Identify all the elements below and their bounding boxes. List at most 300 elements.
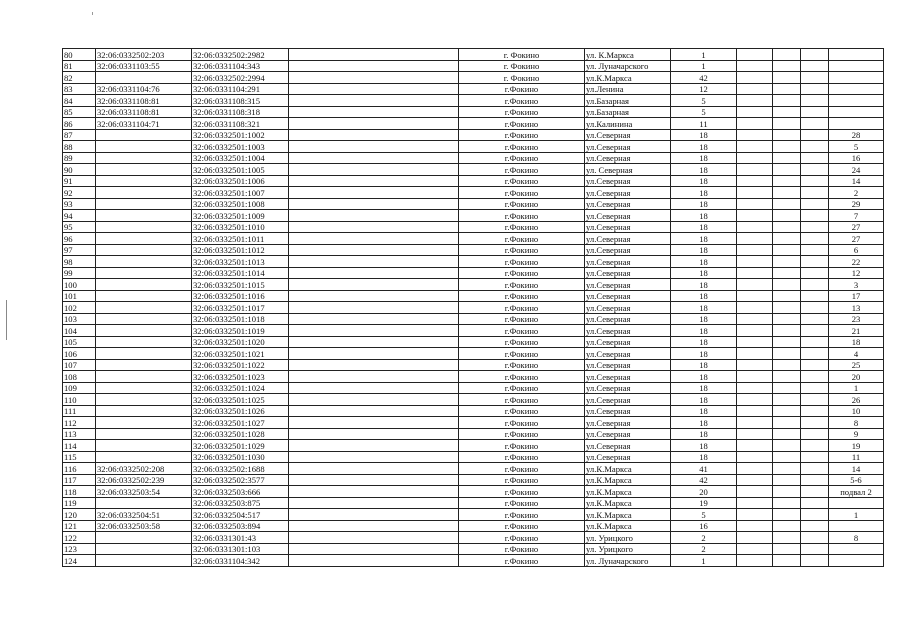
locality-cell: г.Фокино — [459, 267, 585, 279]
house-number-cell: 18 — [671, 336, 737, 348]
table-row — [63, 187, 884, 199]
street-cell: ул. Луначарского — [585, 555, 671, 567]
row-number-cell: 107 — [63, 359, 96, 371]
old-cadastral-number-cell: 32:06:0331103:55 — [96, 60, 192, 72]
extra-col-2-cell — [773, 405, 801, 417]
extra-col-2-cell — [773, 497, 801, 509]
table-row — [63, 532, 884, 544]
row-number-cell: 97 — [63, 244, 96, 256]
street-cell: ул.Северная — [585, 394, 671, 406]
street-cell: ул.Базарная — [585, 106, 671, 118]
cadastral-number-cell: 32:06:0332501:1030 — [192, 451, 289, 463]
extra-col-2-cell — [773, 509, 801, 521]
table-row — [63, 405, 884, 417]
extra-col-1-cell — [737, 313, 773, 325]
old-cadastral-number-cell — [96, 325, 192, 337]
extra-col-1-cell — [737, 394, 773, 406]
premises-number-cell: 18 — [829, 336, 884, 348]
extra-col-3-cell — [801, 290, 829, 302]
house-number-cell: 18 — [671, 290, 737, 302]
old-cadastral-number-cell — [96, 279, 192, 291]
row-number-cell: 96 — [63, 233, 96, 245]
old-cadastral-number-cell — [96, 532, 192, 544]
premises-number-cell — [829, 106, 884, 118]
premises-number-cell: 12 — [829, 267, 884, 279]
street-cell: ул.Северная — [585, 440, 671, 452]
street-cell: ул.Северная — [585, 417, 671, 429]
extra-col-2-cell — [773, 60, 801, 72]
object-name-cell — [289, 520, 459, 532]
extra-col-3-cell — [801, 463, 829, 475]
extra-col-2-cell — [773, 267, 801, 279]
extra-col-2-cell — [773, 164, 801, 176]
cadastral-number-cell: 32:06:0332501:1006 — [192, 175, 289, 187]
extra-col-2-cell — [773, 348, 801, 360]
extra-col-3-cell — [801, 336, 829, 348]
street-cell: ул.К.Маркса — [585, 520, 671, 532]
old-cadastral-number-cell — [96, 417, 192, 429]
extra-col-1-cell — [737, 417, 773, 429]
extra-col-2-cell — [773, 302, 801, 314]
object-name-cell — [289, 267, 459, 279]
old-cadastral-number-cell — [96, 141, 192, 153]
old-cadastral-number-cell — [96, 359, 192, 371]
extra-col-2-cell — [773, 290, 801, 302]
table-row — [63, 244, 884, 256]
locality-cell: г.Фокино — [459, 451, 585, 463]
object-name-cell — [289, 371, 459, 383]
old-cadastral-number-cell — [96, 129, 192, 141]
street-cell: ул.Базарная — [585, 95, 671, 107]
extra-col-2-cell — [773, 83, 801, 95]
street-cell: ул.К.Маркса — [585, 463, 671, 475]
locality-cell: г.Фокино — [459, 520, 585, 532]
cadastral-number-cell: 32:06:0332502:3577 — [192, 474, 289, 486]
row-number-cell: 106 — [63, 348, 96, 360]
row-number-cell: 98 — [63, 256, 96, 268]
extra-col-3-cell — [801, 175, 829, 187]
street-cell: ул.Северная — [585, 198, 671, 210]
street-cell: ул. Урицкого — [585, 543, 671, 555]
extra-col-1-cell — [737, 440, 773, 452]
old-cadastral-number-cell: 32:06:0331108:81 — [96, 95, 192, 107]
street-cell: ул.Северная — [585, 336, 671, 348]
locality-cell: г.Фокино — [459, 221, 585, 233]
extra-col-3-cell — [801, 141, 829, 153]
object-name-cell — [289, 175, 459, 187]
old-cadastral-number-cell — [96, 313, 192, 325]
extra-col-3-cell — [801, 555, 829, 567]
extra-col-2-cell — [773, 451, 801, 463]
cadastral-number-cell: 32:06:0332503:666 — [192, 486, 289, 498]
locality-cell: г.Фокино — [459, 486, 585, 498]
row-number-cell: 89 — [63, 152, 96, 164]
extra-col-3-cell — [801, 302, 829, 314]
old-cadastral-number-cell — [96, 440, 192, 452]
locality-cell: г. Фокино — [459, 60, 585, 72]
premises-number-cell — [829, 520, 884, 532]
extra-col-3-cell — [801, 486, 829, 498]
extra-col-2-cell — [773, 198, 801, 210]
street-cell: ул.Северная — [585, 244, 671, 256]
locality-cell: г.Фокино — [459, 95, 585, 107]
row-number-cell: 111 — [63, 405, 96, 417]
extra-col-1-cell — [737, 95, 773, 107]
street-cell: ул.Ленина — [585, 83, 671, 95]
house-number-cell: 1 — [671, 555, 737, 567]
extra-col-1-cell — [737, 497, 773, 509]
object-name-cell — [289, 302, 459, 314]
locality-cell: г.Фокино — [459, 302, 585, 314]
object-name-cell — [289, 313, 459, 325]
extra-col-3-cell — [801, 256, 829, 268]
house-number-cell: 18 — [671, 175, 737, 187]
old-cadastral-number-cell — [96, 233, 192, 245]
house-number-cell: 18 — [671, 428, 737, 440]
object-name-cell — [289, 509, 459, 521]
extra-col-1-cell — [737, 474, 773, 486]
street-cell: ул.К.Маркса — [585, 486, 671, 498]
object-name-cell — [289, 336, 459, 348]
cadastral-number-cell: 32:06:0332501:1026 — [192, 405, 289, 417]
table-row — [63, 129, 884, 141]
old-cadastral-number-cell: 32:06:0332504:51 — [96, 509, 192, 521]
extra-col-3-cell — [801, 267, 829, 279]
row-number-cell: 116 — [63, 463, 96, 475]
premises-number-cell: 8 — [829, 532, 884, 544]
old-cadastral-number-cell — [96, 348, 192, 360]
extra-col-3-cell — [801, 152, 829, 164]
row-number-cell: 95 — [63, 221, 96, 233]
locality-cell: г.Фокино — [459, 555, 585, 567]
extra-col-1-cell — [737, 244, 773, 256]
locality-cell: г.Фокино — [459, 187, 585, 199]
locality-cell: г.Фокино — [459, 463, 585, 475]
cadastral-number-cell: 32:06:0332501:1022 — [192, 359, 289, 371]
extra-col-3-cell — [801, 509, 829, 521]
extra-col-3-cell — [801, 382, 829, 394]
object-name-cell — [289, 497, 459, 509]
old-cadastral-number-cell — [96, 72, 192, 84]
table-row — [63, 302, 884, 314]
street-cell: ул.К.Маркса — [585, 497, 671, 509]
premises-number-cell — [829, 72, 884, 84]
table-row — [63, 49, 884, 61]
locality-cell: г.Фокино — [459, 256, 585, 268]
extra-col-2-cell — [773, 187, 801, 199]
house-number-cell: 41 — [671, 463, 737, 475]
house-number-cell: 2 — [671, 532, 737, 544]
street-cell: ул.Северная — [585, 290, 671, 302]
old-cadastral-number-cell — [96, 221, 192, 233]
cadastral-number-cell: 32:06:0332501:1015 — [192, 279, 289, 291]
extra-col-1-cell — [737, 279, 773, 291]
premises-number-cell: 14 — [829, 175, 884, 187]
house-number-cell: 18 — [671, 129, 737, 141]
locality-cell: г.Фокино — [459, 106, 585, 118]
street-cell: ул.Северная — [585, 371, 671, 383]
row-number-cell: 108 — [63, 371, 96, 383]
street-cell: ул.Калинина — [585, 118, 671, 130]
object-name-cell — [289, 382, 459, 394]
locality-cell: г.Фокино — [459, 279, 585, 291]
extra-col-1-cell — [737, 141, 773, 153]
locality-cell: г.Фокино — [459, 244, 585, 256]
object-name-cell — [289, 118, 459, 130]
cadastral-number-cell: 32:06:0331108:321 — [192, 118, 289, 130]
row-number-cell: 120 — [63, 509, 96, 521]
object-name-cell — [289, 129, 459, 141]
house-number-cell: 16 — [671, 520, 737, 532]
extra-col-1-cell — [737, 382, 773, 394]
locality-cell: г.Фокино — [459, 336, 585, 348]
old-cadastral-number-cell — [96, 371, 192, 383]
object-name-cell — [289, 106, 459, 118]
locality-cell: г.Фокино — [459, 543, 585, 555]
cadastral-number-cell: 32:06:0332501:1008 — [192, 198, 289, 210]
table-row — [63, 164, 884, 176]
house-number-cell: 18 — [671, 141, 737, 153]
premises-number-cell: 28 — [829, 129, 884, 141]
extra-col-1-cell — [737, 509, 773, 521]
street-cell: ул.Северная — [585, 175, 671, 187]
extra-col-1-cell — [737, 348, 773, 360]
premises-number-cell — [829, 543, 884, 555]
extra-col-2-cell — [773, 359, 801, 371]
object-name-cell — [289, 83, 459, 95]
old-cadastral-number-cell — [96, 405, 192, 417]
cadastral-number-cell: 32:06:0332502:1688 — [192, 463, 289, 475]
extra-col-1-cell — [737, 106, 773, 118]
street-cell: ул. Урицкого — [585, 532, 671, 544]
cadastral-number-cell: 32:06:0332501:1019 — [192, 325, 289, 337]
extra-col-2-cell — [773, 152, 801, 164]
table-row — [63, 382, 884, 394]
extra-col-3-cell — [801, 440, 829, 452]
cadastral-number-cell: 32:06:0332501:1020 — [192, 336, 289, 348]
table-row — [63, 95, 884, 107]
premises-number-cell: 9 — [829, 428, 884, 440]
old-cadastral-number-cell: 32:06:0332502:239 — [96, 474, 192, 486]
premises-number-cell — [829, 95, 884, 107]
extra-col-1-cell — [737, 118, 773, 130]
register-table — [62, 48, 884, 567]
object-name-cell — [289, 359, 459, 371]
row-number-cell: 113 — [63, 428, 96, 440]
house-number-cell: 18 — [671, 313, 737, 325]
old-cadastral-number-cell — [96, 244, 192, 256]
old-cadastral-number-cell: 32:06:0332503:54 — [96, 486, 192, 498]
extra-col-3-cell — [801, 405, 829, 417]
old-cadastral-number-cell: 32:06:0331104:71 — [96, 118, 192, 130]
cadastral-number-cell: 32:06:0331108:318 — [192, 106, 289, 118]
extra-col-1-cell — [737, 267, 773, 279]
table-row — [63, 486, 884, 498]
street-cell: ул.Северная — [585, 325, 671, 337]
premises-number-cell — [829, 60, 884, 72]
premises-number-cell: 17 — [829, 290, 884, 302]
old-cadastral-number-cell — [96, 555, 192, 567]
extra-col-1-cell — [737, 555, 773, 567]
house-number-cell: 18 — [671, 371, 737, 383]
cadastral-number-cell: 32:06:0332501:1023 — [192, 371, 289, 383]
table-row — [63, 175, 884, 187]
street-cell: ул.Северная — [585, 267, 671, 279]
old-cadastral-number-cell — [96, 497, 192, 509]
table-row — [63, 428, 884, 440]
table-row — [63, 348, 884, 360]
object-name-cell — [289, 210, 459, 222]
street-cell: ул.Северная — [585, 302, 671, 314]
old-cadastral-number-cell — [96, 198, 192, 210]
old-cadastral-number-cell — [96, 290, 192, 302]
house-number-cell: 1 — [671, 49, 737, 61]
extra-col-1-cell — [737, 543, 773, 555]
extra-col-1-cell — [737, 164, 773, 176]
locality-cell: г. Фокино — [459, 72, 585, 84]
cadastral-number-cell: 32:06:0332501:1005 — [192, 164, 289, 176]
extra-col-3-cell — [801, 474, 829, 486]
locality-cell: г.Фокино — [459, 118, 585, 130]
locality-cell: г.Фокино — [459, 129, 585, 141]
street-cell: ул.Северная — [585, 129, 671, 141]
street-cell: ул.Северная — [585, 221, 671, 233]
extra-col-1-cell — [737, 486, 773, 498]
table-row — [63, 359, 884, 371]
object-name-cell — [289, 417, 459, 429]
old-cadastral-number-cell: 32:06:0332502:203 — [96, 49, 192, 61]
extra-col-2-cell — [773, 417, 801, 429]
street-cell: ул.Северная — [585, 359, 671, 371]
extra-col-2-cell — [773, 325, 801, 337]
old-cadastral-number-cell: 32:06:0331104:76 — [96, 83, 192, 95]
row-number-cell: 85 — [63, 106, 96, 118]
extra-col-2-cell — [773, 233, 801, 245]
house-number-cell: 11 — [671, 118, 737, 130]
object-name-cell — [289, 221, 459, 233]
old-cadastral-number-cell: 32:06:0332502:208 — [96, 463, 192, 475]
locality-cell: г.Фокино — [459, 313, 585, 325]
table-row — [63, 325, 884, 337]
extra-col-2-cell — [773, 394, 801, 406]
extra-col-1-cell — [737, 463, 773, 475]
object-name-cell — [289, 325, 459, 337]
extra-col-1-cell — [737, 325, 773, 337]
extra-col-1-cell — [737, 83, 773, 95]
house-number-cell: 18 — [671, 164, 737, 176]
extra-col-2-cell — [773, 141, 801, 153]
row-number-cell: 90 — [63, 164, 96, 176]
house-number-cell: 5 — [671, 95, 737, 107]
street-cell: ул. Луначарского — [585, 60, 671, 72]
object-name-cell — [289, 187, 459, 199]
table-row — [63, 198, 884, 210]
premises-number-cell — [829, 83, 884, 95]
cadastral-number-cell: 32:06:0332501:1024 — [192, 382, 289, 394]
extra-col-2-cell — [773, 520, 801, 532]
old-cadastral-number-cell — [96, 394, 192, 406]
premises-number-cell: 20 — [829, 371, 884, 383]
extra-col-3-cell — [801, 244, 829, 256]
extra-col-1-cell — [737, 175, 773, 187]
table-row — [63, 72, 884, 84]
premises-number-cell: 13 — [829, 302, 884, 314]
table-row — [63, 440, 884, 452]
house-number-cell: 18 — [671, 152, 737, 164]
extra-col-3-cell — [801, 417, 829, 429]
extra-col-3-cell — [801, 60, 829, 72]
object-name-cell — [289, 233, 459, 245]
extra-col-1-cell — [737, 210, 773, 222]
table-row — [63, 371, 884, 383]
extra-col-2-cell — [773, 244, 801, 256]
house-number-cell: 18 — [671, 302, 737, 314]
cadastral-number-cell: 32:06:0332501:1025 — [192, 394, 289, 406]
extra-col-3-cell — [801, 532, 829, 544]
premises-number-cell: 10 — [829, 405, 884, 417]
premises-number-cell: 8 — [829, 417, 884, 429]
street-cell: ул.К.Маркса — [585, 509, 671, 521]
scan-speck — [92, 12, 93, 15]
object-name-cell — [289, 394, 459, 406]
extra-col-3-cell — [801, 313, 829, 325]
extra-col-3-cell — [801, 233, 829, 245]
premises-number-cell: 2 — [829, 187, 884, 199]
extra-col-2-cell — [773, 279, 801, 291]
premises-number-cell: 27 — [829, 233, 884, 245]
row-number-cell: 103 — [63, 313, 96, 325]
row-number-cell: 105 — [63, 336, 96, 348]
street-cell: ул.Северная — [585, 313, 671, 325]
table-row — [63, 497, 884, 509]
extra-col-1-cell — [737, 221, 773, 233]
extra-col-3-cell — [801, 49, 829, 61]
old-cadastral-number-cell: 32:06:0331108:81 — [96, 106, 192, 118]
locality-cell: г.Фокино — [459, 382, 585, 394]
object-name-cell — [289, 486, 459, 498]
house-number-cell: 1 — [671, 60, 737, 72]
table-row — [63, 221, 884, 233]
extra-col-1-cell — [737, 336, 773, 348]
extra-col-3-cell — [801, 325, 829, 337]
extra-col-3-cell — [801, 118, 829, 130]
row-number-cell: 86 — [63, 118, 96, 130]
row-number-cell: 119 — [63, 497, 96, 509]
cadastral-number-cell: 32:06:0332501:1011 — [192, 233, 289, 245]
table-row — [63, 336, 884, 348]
cadastral-number-cell: 32:06:0332501:1028 — [192, 428, 289, 440]
object-name-cell — [289, 152, 459, 164]
extra-col-2-cell — [773, 555, 801, 567]
premises-number-cell: 19 — [829, 440, 884, 452]
extra-col-1-cell — [737, 152, 773, 164]
row-number-cell: 100 — [63, 279, 96, 291]
street-cell: ул.Северная — [585, 141, 671, 153]
extra-col-3-cell — [801, 497, 829, 509]
row-number-cell: 94 — [63, 210, 96, 222]
premises-number-cell: 11 — [829, 451, 884, 463]
locality-cell: г.Фокино — [459, 198, 585, 210]
table-row — [63, 463, 884, 475]
extra-col-1-cell — [737, 302, 773, 314]
old-cadastral-number-cell — [96, 543, 192, 555]
extra-col-2-cell — [773, 474, 801, 486]
extra-col-2-cell — [773, 532, 801, 544]
locality-cell: г.Фокино — [459, 532, 585, 544]
cadastral-number-cell: 32:06:0332501:1003 — [192, 141, 289, 153]
row-number-cell: 110 — [63, 394, 96, 406]
old-cadastral-number-cell: 32:06:0332503:58 — [96, 520, 192, 532]
